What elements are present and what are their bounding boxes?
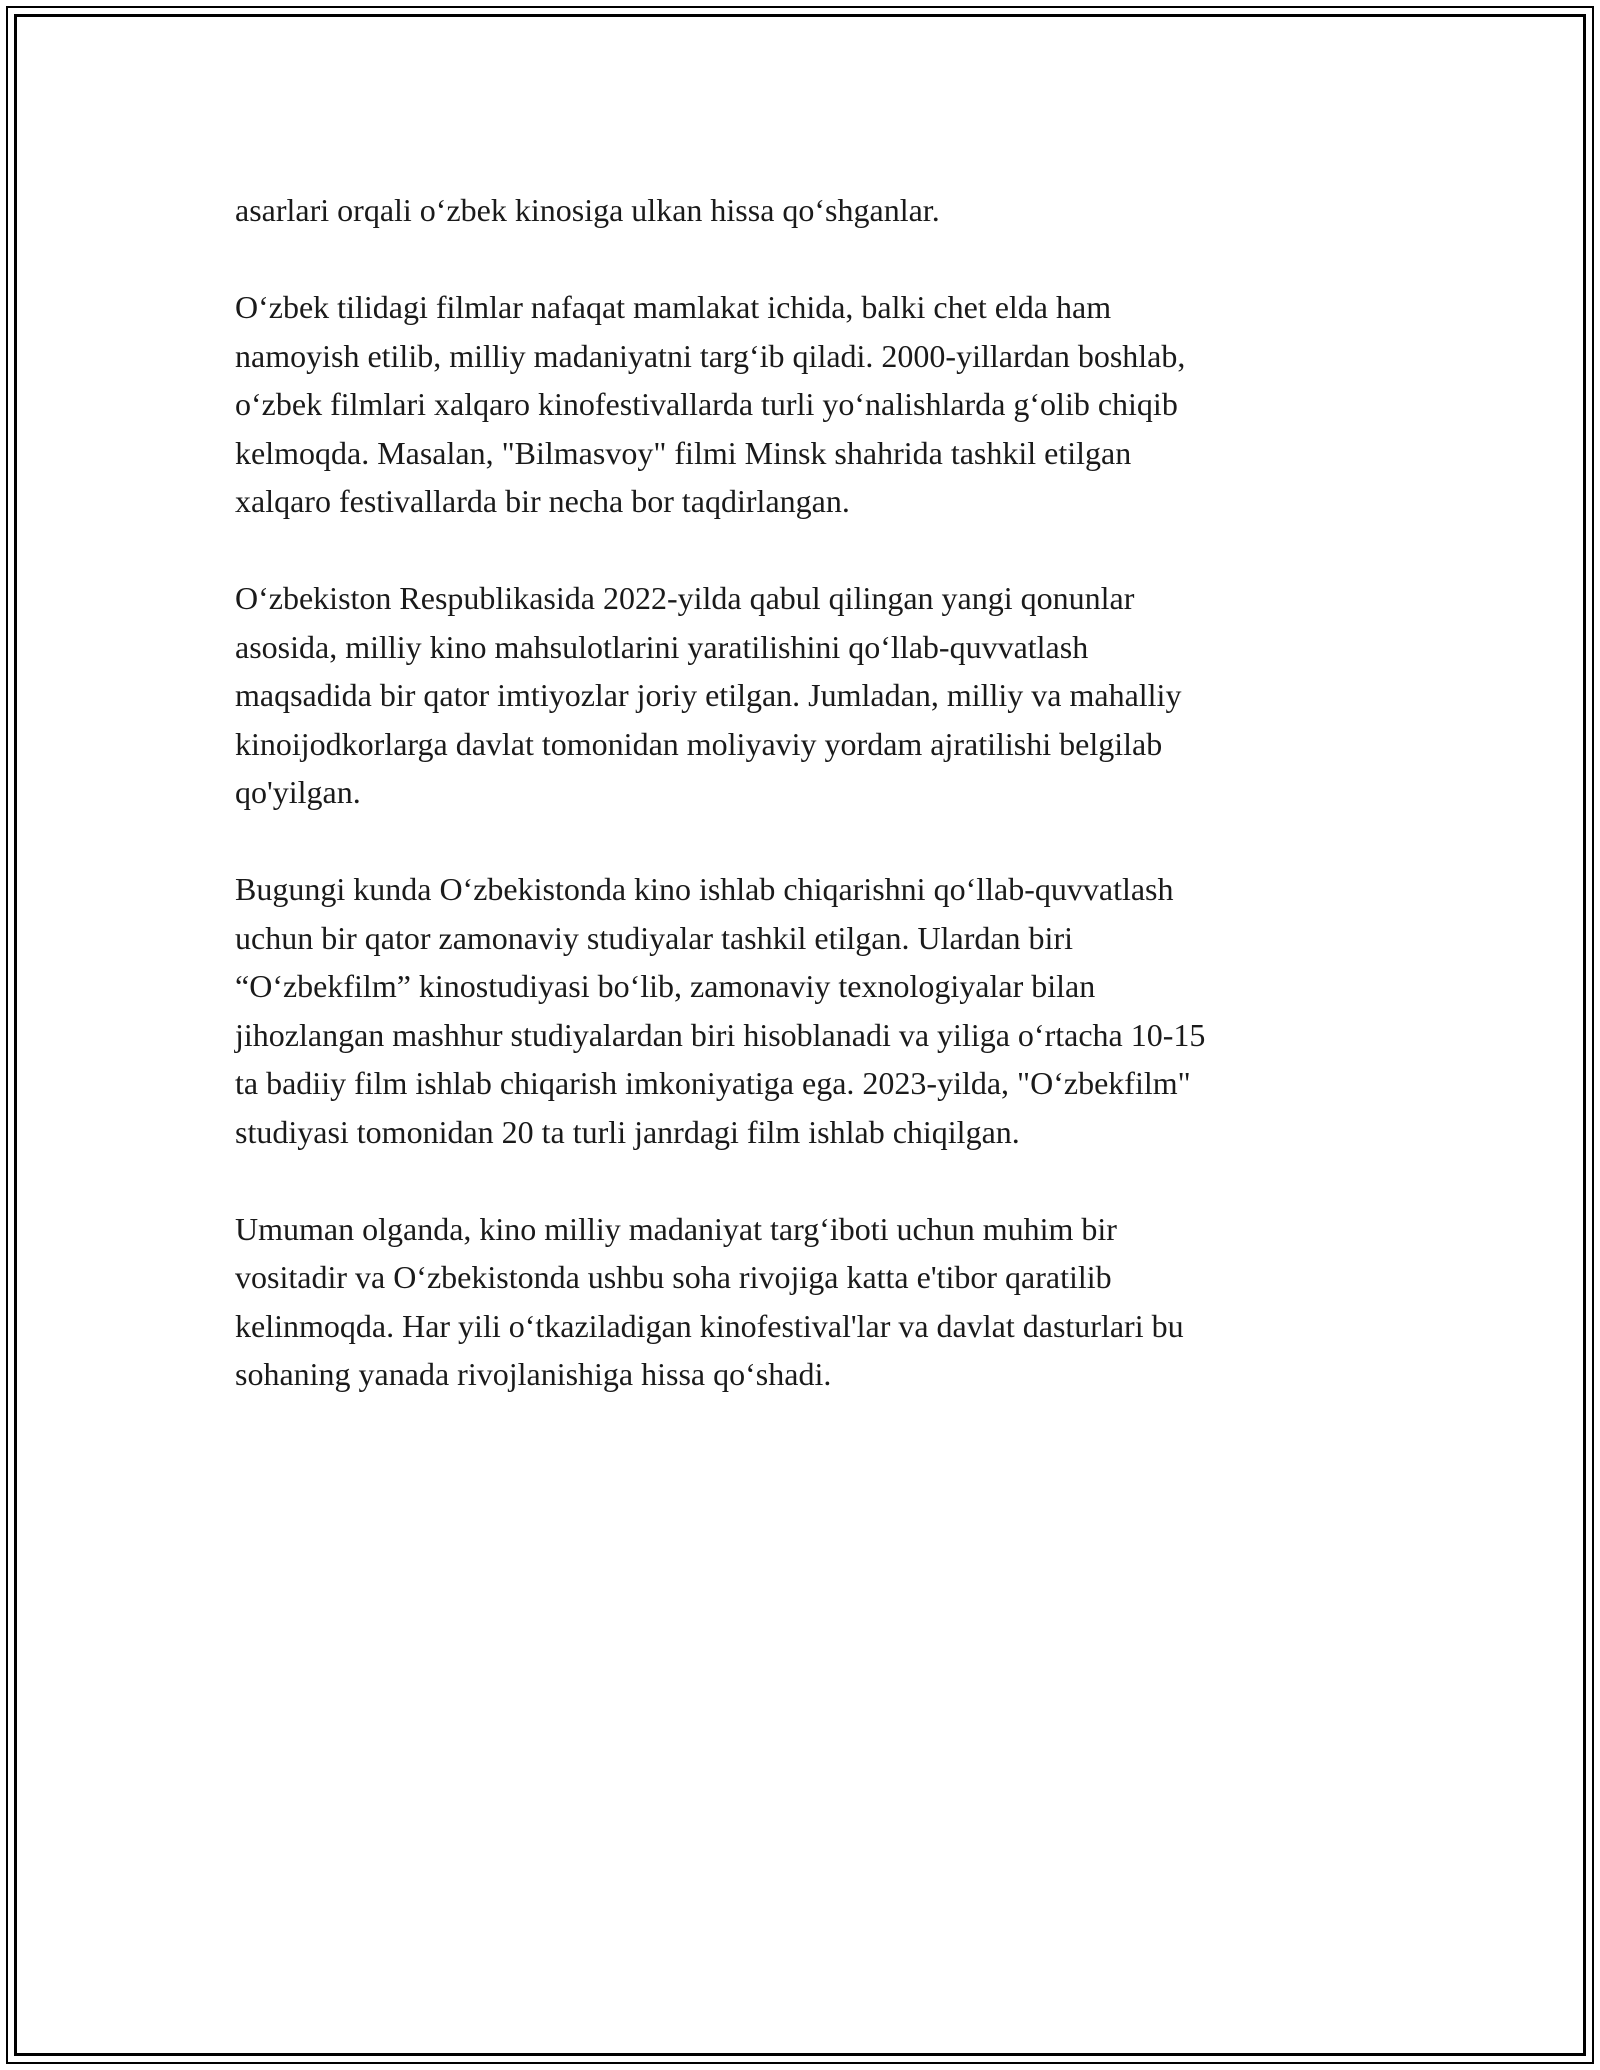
text-line: qo'yilgan. bbox=[235, 774, 361, 810]
text-line: Bugungi kunda O‘zbekistonda kino ishlab chiqarishni qo‘llab-quvvatlash bbox=[235, 871, 1174, 907]
text-line: asosida, milliy kino mahsulotlarini yaratilishini qo‘llab-quvvatlash bbox=[235, 628, 1089, 665]
text-line: O‘zbekiston Respublikasida 2022-yilda qabul qilingan yangi qonunlar bbox=[235, 580, 1135, 616]
text-line: studiyasi tomonidan 20 ta turli janrdagi film ishlab chiqilgan. bbox=[235, 1113, 1020, 1150]
text-line: kelmoqda. Masalan, "Bilmasvoy" filmi Minsk shahrida tashkil etilgan bbox=[235, 434, 1132, 471]
text-line: kinoijodkorlarga davlat tomonidan moliyaviy yordam ajratilishi belgilab bbox=[235, 725, 1163, 762]
text-line: Umuman olganda, kino milliy madaniyat targ‘iboti uchun muhim bir bbox=[235, 1210, 1117, 1247]
text-line: vositadir va O‘zbekistonda ushbu soha rivojiga katta e'tibor qaratilib bbox=[235, 1259, 1112, 1295]
text-line: “O‘zbekfilm” kinostudiyasi bo‘lib, zamonaviy texnologiyalar bilan bbox=[235, 968, 1096, 1004]
paragraph-4 bbox=[235, 865, 1375, 1156]
document-body bbox=[235, 186, 1375, 1447]
text-line: O‘zbek tilidagi filmlar nafaqat mamlakat ichida, balki chet elda ham bbox=[235, 289, 1112, 325]
text-line: namoyish etilib, milliy madaniyatni targ‘ib qiladi. 2000-yillardan boshlab, bbox=[235, 337, 1186, 374]
text-line: uchun bir qator zamonaviy studiyalar tashkil etilgan. Ulardan biri bbox=[235, 919, 1073, 956]
text-line: maqsadida bir qator imtiyozlar joriy etilgan. Jumladan, milliy va mahalliy bbox=[235, 677, 1182, 713]
text-line: ta badiiy film ishlab chiqarish imkoniyatiga ega. 2023-yilda, "O‘zbekfilm" bbox=[235, 1065, 1191, 1101]
text-line: kelinmoqda. Har yili o‘tkaziladigan kinofestival'lar va davlat dasturlari bu bbox=[235, 1307, 1184, 1344]
paragraph-2 bbox=[235, 283, 1375, 526]
paragraph-1 bbox=[235, 186, 1375, 235]
text-line: xalqaro festivallarda bir necha bor taqdirlangan. bbox=[235, 483, 850, 519]
text-line: jihozlangan mashhur studiyalardan biri hisoblanadi va yiliga o‘rtacha 10-15 bbox=[235, 1016, 1206, 1053]
text-line: sohaning yanada rivojlanishiga hissa qo‘shadi. bbox=[235, 1356, 832, 1392]
text-line: asarlari orqali o‘zbek kinosiga ulkan hissa qo‘shganlar. bbox=[235, 192, 940, 228]
text-line: o‘zbek filmlari xalqaro kinofestivallarda turli yo‘nalishlarda g‘olib chiqib bbox=[235, 386, 1178, 422]
paragraph-3 bbox=[235, 574, 1375, 817]
paragraph-5 bbox=[235, 1205, 1375, 1399]
